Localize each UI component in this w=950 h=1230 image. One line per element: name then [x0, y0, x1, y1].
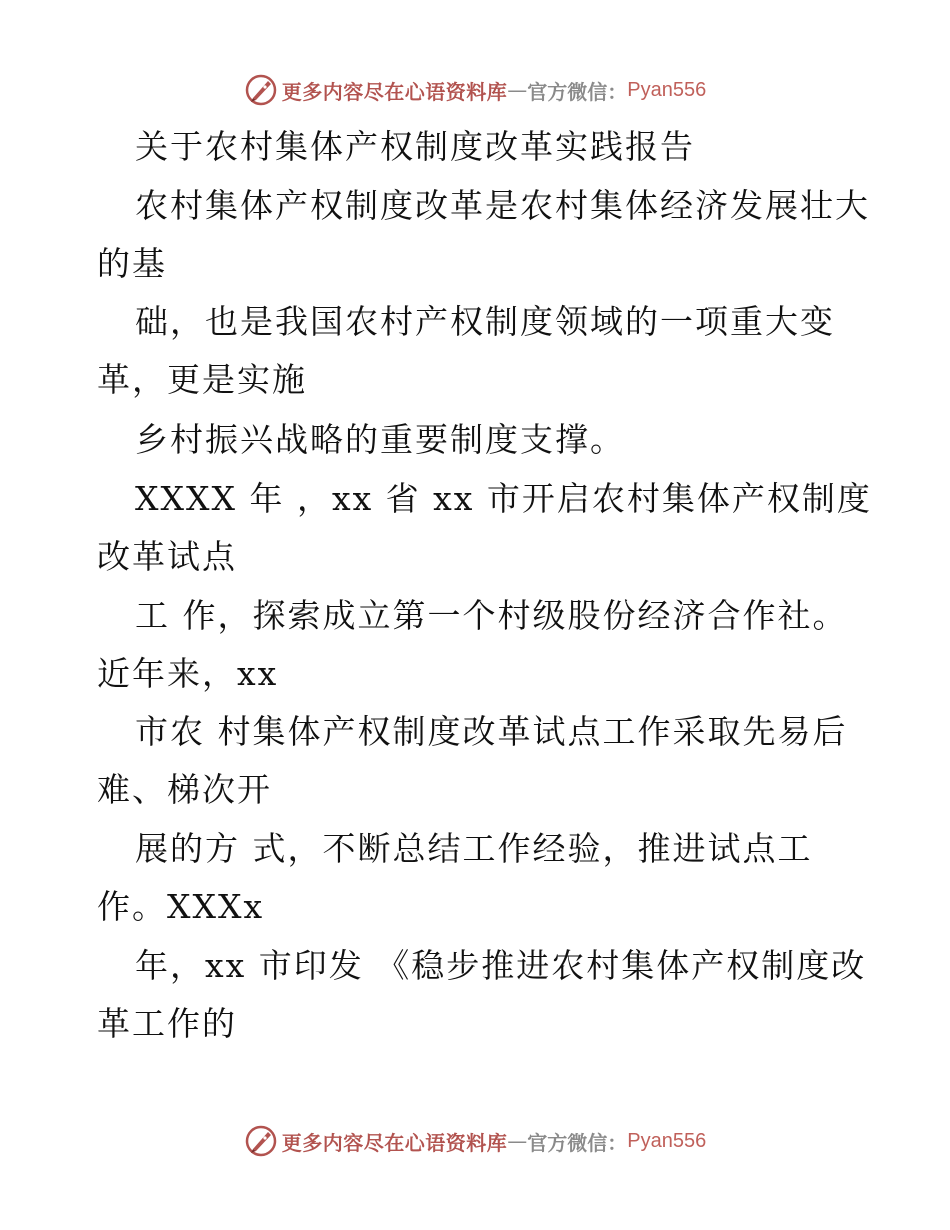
text-line: 改革试点 — [97, 537, 237, 576]
header-watermark — [0, 68, 950, 112]
footer-watermark — [0, 1119, 950, 1163]
feather-pen-circle-icon — [244, 73, 278, 107]
text-line: 工 作，探索成立第一个村级股份经济合作社。 — [135, 596, 848, 635]
text-line: 革工作的 — [97, 1004, 237, 1043]
text-line: 年，xx 市印发 《稳步推进农村集体产权制度改 — [135, 946, 867, 985]
watermark-brand-text: 更多内容尽在心语资料库 — [281, 1130, 508, 1155]
text-line: 市农 村集体产权制度改革试点工作采取先易后 — [135, 712, 848, 751]
text-line: 难、梯次开 — [97, 770, 272, 809]
watermark-handle: Pyan556 — [627, 78, 707, 101]
text-line: 的基 — [97, 244, 167, 283]
text-line: 础，也是我国农村产权制度领域的一项重大变 — [135, 302, 835, 341]
text-line: XXXX 年 ，xx 省 xx 市开启农村集体产权制度 — [135, 479, 872, 518]
watermark-label: 官方微信： — [527, 1130, 628, 1155]
watermark-handle: Pyan556 — [627, 1129, 707, 1152]
text-line: 革，更是实施 — [97, 360, 307, 399]
text-line: 乡村振兴战略的重要制度支撑。 — [135, 420, 625, 459]
watermark-dash: — — [507, 1129, 528, 1153]
watermark-label: 官方微信： — [527, 79, 628, 104]
text-line: 作。XXXx — [97, 887, 265, 926]
document-title: 关于农村集体产权制度改革实践报告 — [135, 127, 695, 166]
text-line: 展的方 式，不断总结工作经验，推进试点工 — [135, 829, 813, 868]
text-line: 近年来，xx — [97, 654, 279, 693]
feather-pen-circle-icon — [244, 1124, 278, 1158]
watermark-dash: — — [507, 78, 528, 102]
watermark-brand-text: 更多内容尽在心语资料库 — [281, 79, 508, 104]
text-line: 农村集体产权制度改革是农村集体经济发展壮大 — [135, 186, 870, 225]
